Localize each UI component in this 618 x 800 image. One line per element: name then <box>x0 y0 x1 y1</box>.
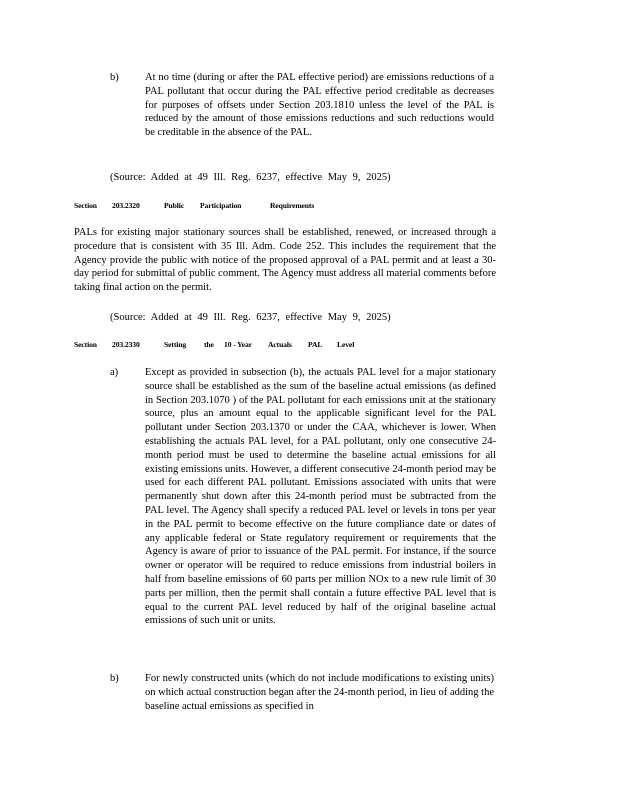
heading-word: Section <box>74 340 97 349</box>
heading-word: the <box>204 340 214 349</box>
subsection-marker: a) <box>110 367 119 378</box>
section-heading-2320 <box>74 201 334 211</box>
source-note: (Source: Added at 49 Ill. Reg. 6237, effective May 9, 2025) <box>110 172 391 183</box>
heading-word: 203.2330 <box>112 340 140 349</box>
section-body-2320: PALs for existing major stationary sources shall be established, renewed, or increased through a procedure that is consistent with 35 Ill. Adm. Code 252. This includes the requirement that the Agency provide the public with notice of the proposed approval of a PAL permit and at least a 30-day period for submittal of public comment. The Agency must address all material comments before taking final action on the permit. <box>74 227 496 294</box>
heading-word: Participation <box>200 201 242 210</box>
heading-word: Section <box>74 201 97 210</box>
heading-word: Actuals <box>268 340 292 349</box>
subsection-marker: b) <box>110 673 119 684</box>
subsection-b-2330 <box>110 672 494 713</box>
subsection-marker: b) <box>110 72 119 83</box>
heading-word: Setting <box>164 340 187 349</box>
heading-word: Public <box>164 201 185 210</box>
heading-word: Level <box>337 340 355 349</box>
heading-word: Requirements <box>270 201 315 210</box>
heading-word: 203.2320 <box>112 201 140 210</box>
subsection-text: For newly constructed units (which do not include modifications to existing units) on which actual construction began after the 24-month period, in lieu of adding the baseline actual emissions as specified in <box>145 673 494 712</box>
subsection-text: Except as provided in subsection (b), the actuals PAL level for a major stationary source shall be established as the sum of the baseline actual emissions (as defined in Section 203.1070 ) of the PAL pollutant for each emissions unit at the stationary source, plus an amount equal to the applicable significant level for the PAL pollutant under Section 203.1370 or under the CAA, whichever is lower. When establishing the actuals PAL level, for a PAL pollutant, only one consecutive 24-month period must be used to determine the baseline actual emissions for all existing emissions units. However, a different consecutive 24-month period may be used for each different PAL pollutant. Emissions associated with units that were permanently shut down after this 24-month period must be subtracted from the PAL level. The Agency shall specify a reduced PAL level or levels in tons per year in the PAL permit to become effective on the future compliance date or dates of any applicable federal or State regulatory requirement or requirements that the Agency is aware of prior to issuance of the PAL permit. For instance, if the source owner or operator will be required to reduce emissions from industrial boilers in half from baseline emissions of 60 parts per million NOx to a new rule limit of 30 parts per million, then the permit shall contain a future effective PAL level that is equal to the current PAL level reduced by half of the original baseline actual emissions of such unit or units. <box>145 367 496 627</box>
subsection-text: At no time (during or after the PAL effective period) are emissions reductions of a PAL pollutant that occur during the PAL effective period creditable as decreases for purposes of offsets under Section 203.1810 unless the level of the PAL is reduced by the amount of those emissions reductions and such reductions would be creditable in the absence of the PAL. <box>145 72 494 139</box>
heading-word: PAL <box>308 340 323 349</box>
source-note: (Source: Added at 49 Ill. Reg. 6237, effective May 9, 2025) <box>110 312 391 323</box>
subsection-a-2330 <box>110 366 496 628</box>
heading-word: 10 - Year <box>224 340 252 349</box>
section-heading-2330 <box>74 340 364 350</box>
subsection-b-2310 <box>110 71 494 140</box>
